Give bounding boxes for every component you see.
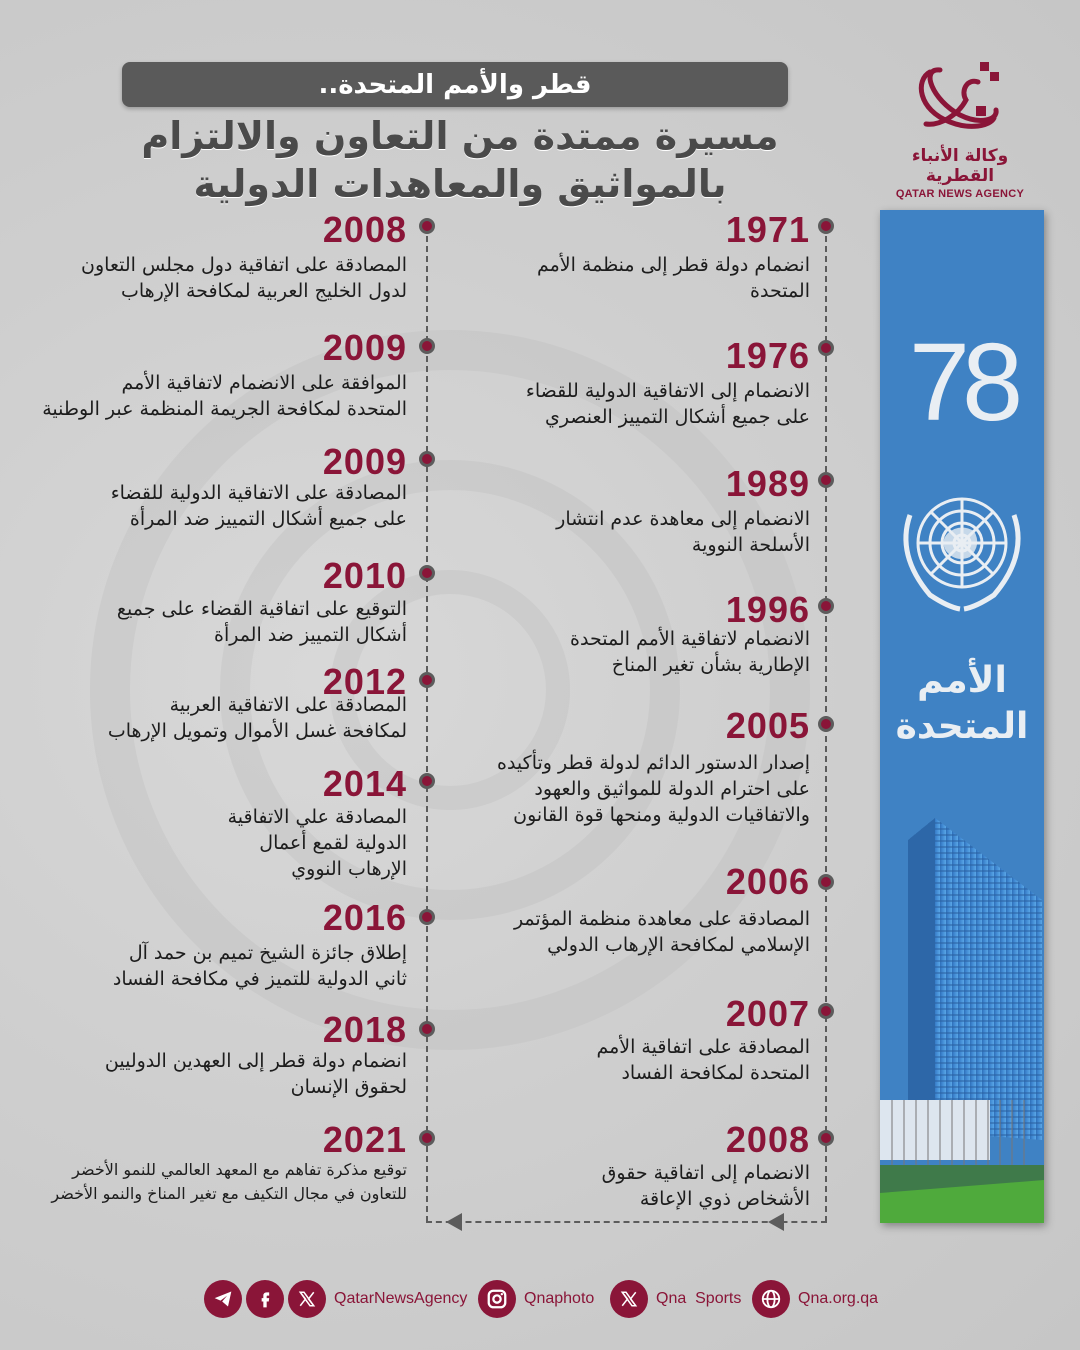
qna-logo-icon bbox=[910, 60, 1010, 140]
entry-year: 1989 bbox=[725, 463, 810, 504]
entry-year: 2008 bbox=[322, 209, 407, 250]
timeline-dot bbox=[818, 472, 834, 488]
social-label[interactable]: Qna.org.qa bbox=[798, 1290, 879, 1307]
social-label[interactable]: Qna Sports bbox=[656, 1290, 742, 1307]
entry-year: 2021 bbox=[322, 1119, 407, 1160]
timeline-dot bbox=[818, 218, 834, 234]
entry-year: 2007 bbox=[725, 993, 810, 1034]
entry-description: انضمام دولة قطر إلى منظمة الأمم المتحدة bbox=[536, 254, 810, 302]
entry-description: المصادقة على معاهدة منظمة المؤتمر الإسلامي لمكافحة الإرهاب الدولي bbox=[513, 908, 810, 956]
timeline-dot bbox=[818, 874, 834, 890]
entry-description: الموافقة على الانضمام لاتفاقية الأمم المتحدة لمكافحة الجريمة المنظمة عبر الوطنية bbox=[42, 372, 407, 420]
header-tag: قطر والأمم المتحدة.. bbox=[318, 69, 592, 100]
entry-description: الانضمام إلى الاتفاقية الدولية للقضاء على جميع أشكال التمييز العنصري bbox=[525, 380, 810, 428]
facebook-icon[interactable] bbox=[246, 1280, 284, 1318]
entry-year: 2018 bbox=[322, 1009, 407, 1050]
entry-description: انضمام دولة قطر إلى العهدين الدوليين لحقوق الإنسان bbox=[104, 1050, 407, 1098]
entry-description: المصادقة على الاتفاقية العربية لمكافحة غسل الأموال وتمويل الإرهاب bbox=[107, 694, 407, 742]
timeline-dot bbox=[419, 1130, 435, 1146]
entry-description: الانضمام إلى اتفاقية حقوق الأشخاص ذوي الإعاقة bbox=[601, 1162, 810, 1210]
qna-logo bbox=[880, 60, 1040, 200]
un-name-line-1: الأمم bbox=[917, 660, 1007, 701]
timeline-dot bbox=[419, 1021, 435, 1037]
entry-description: إصدار الدستور الدائم لدولة قطر وتأكيده على احترام الدولة للمواثيق والعهود والاتفاقيات الدولية ومنحها قوة القانون bbox=[497, 752, 810, 826]
social-qnasports[interactable] bbox=[610, 1280, 741, 1318]
entry-year: 2016 bbox=[322, 897, 407, 938]
entry-year: 2012 bbox=[322, 661, 407, 702]
timeline-left bbox=[0, 0, 407, 1350]
timeline-dot bbox=[419, 218, 435, 234]
timeline-dot bbox=[818, 1003, 834, 1019]
timeline-dot bbox=[419, 773, 435, 789]
entry-description: إطلاق جائزة الشيخ تميم بن حمد آل ثاني الدولية للتميز في مكافحة الفساد bbox=[112, 942, 407, 990]
social-website[interactable] bbox=[752, 1280, 878, 1318]
entry-year: 1976 bbox=[725, 335, 810, 376]
timeline-dot bbox=[818, 598, 834, 614]
entry-description: المصادقة على اتفاقية الأمم المتحدة لمكافحة الفساد bbox=[596, 1036, 810, 1084]
timeline-dot bbox=[419, 565, 435, 581]
timeline-dot bbox=[419, 909, 435, 925]
timeline-dot bbox=[818, 716, 834, 732]
entry-description: الانضمام إلى معاهدة عدم انتشار الأسلحة النووية bbox=[556, 508, 810, 556]
footer-social bbox=[0, 1280, 1080, 1320]
entry-description: الانضمام لاتفاقية الأمم المتحدة الإطارية بشأن تغير المناخ bbox=[570, 628, 810, 676]
entry-year: 2009 bbox=[322, 327, 407, 368]
timeline-dot bbox=[419, 451, 435, 467]
entry-description: المصادقة علي الاتفاقية الدولية لقمع أعمال الإرهاب النووي bbox=[227, 806, 407, 880]
entry-description: توقيع مذكرة تفاهم مع المعهد العالمي للنمو الأخضر للتعاون في مجال التكيف مع تغير المناخ والنمو الأخضر bbox=[51, 1160, 407, 1203]
un-headquarters-image bbox=[880, 800, 1044, 1223]
entry-year: 2006 bbox=[725, 861, 810, 902]
social-qnaphoto[interactable] bbox=[478, 1280, 594, 1318]
entry-year: 1971 bbox=[725, 209, 810, 250]
entry-year: 2010 bbox=[322, 555, 407, 596]
logo-arabic-name: وكالة الأنباء القطرية bbox=[911, 146, 1009, 186]
entry-year: 2005 bbox=[725, 705, 810, 746]
timeline-dot bbox=[419, 672, 435, 688]
un-name-line-2: المتحدة bbox=[895, 706, 1029, 747]
title-line-1: مسيرة ممتدة من التعاون والالتزام bbox=[141, 114, 779, 158]
entry-year: 1996 bbox=[725, 589, 810, 630]
globe-icon[interactable] bbox=[752, 1280, 790, 1318]
x-icon[interactable] bbox=[288, 1280, 326, 1318]
timeline-dot bbox=[419, 338, 435, 354]
social-label[interactable]: QatarNewsAgency bbox=[334, 1290, 468, 1307]
x-icon[interactable] bbox=[610, 1280, 648, 1318]
entry-year: 2014 bbox=[322, 763, 407, 804]
social-label[interactable]: Qnaphoto bbox=[524, 1290, 595, 1307]
title-line-2: بالمواثيق والمعاهدات الدولية bbox=[193, 162, 727, 206]
un-panel bbox=[880, 210, 1044, 1223]
entry-description: المصادقة على الاتفاقية الدولية للقضاء على جميع أشكال التمييز ضد المرأة bbox=[110, 482, 407, 530]
entry-description: التوقيع على اتفاقية القضاء على جميع أشكال التمييز ضد المرأة bbox=[116, 598, 407, 646]
telegram-icon[interactable] bbox=[204, 1280, 242, 1318]
social-qatarnewsagency[interactable] bbox=[204, 1280, 467, 1318]
anniversary-number: 78 bbox=[908, 321, 1016, 444]
entry-description: المصادقة على اتفاقية دول مجلس التعاون لدول الخليج العربية لمكافحة الإرهاب bbox=[81, 254, 407, 302]
entry-year: 2009 bbox=[322, 441, 407, 482]
logo-english-name: QATAR NEWS AGENCY bbox=[895, 188, 1025, 200]
timeline-dot bbox=[818, 1130, 834, 1146]
instagram-icon[interactable] bbox=[478, 1280, 516, 1318]
entry-year: 2008 bbox=[725, 1119, 810, 1160]
un-emblem-icon bbox=[890, 485, 1034, 613]
un-name bbox=[880, 658, 1044, 750]
timeline-dot bbox=[818, 340, 834, 356]
